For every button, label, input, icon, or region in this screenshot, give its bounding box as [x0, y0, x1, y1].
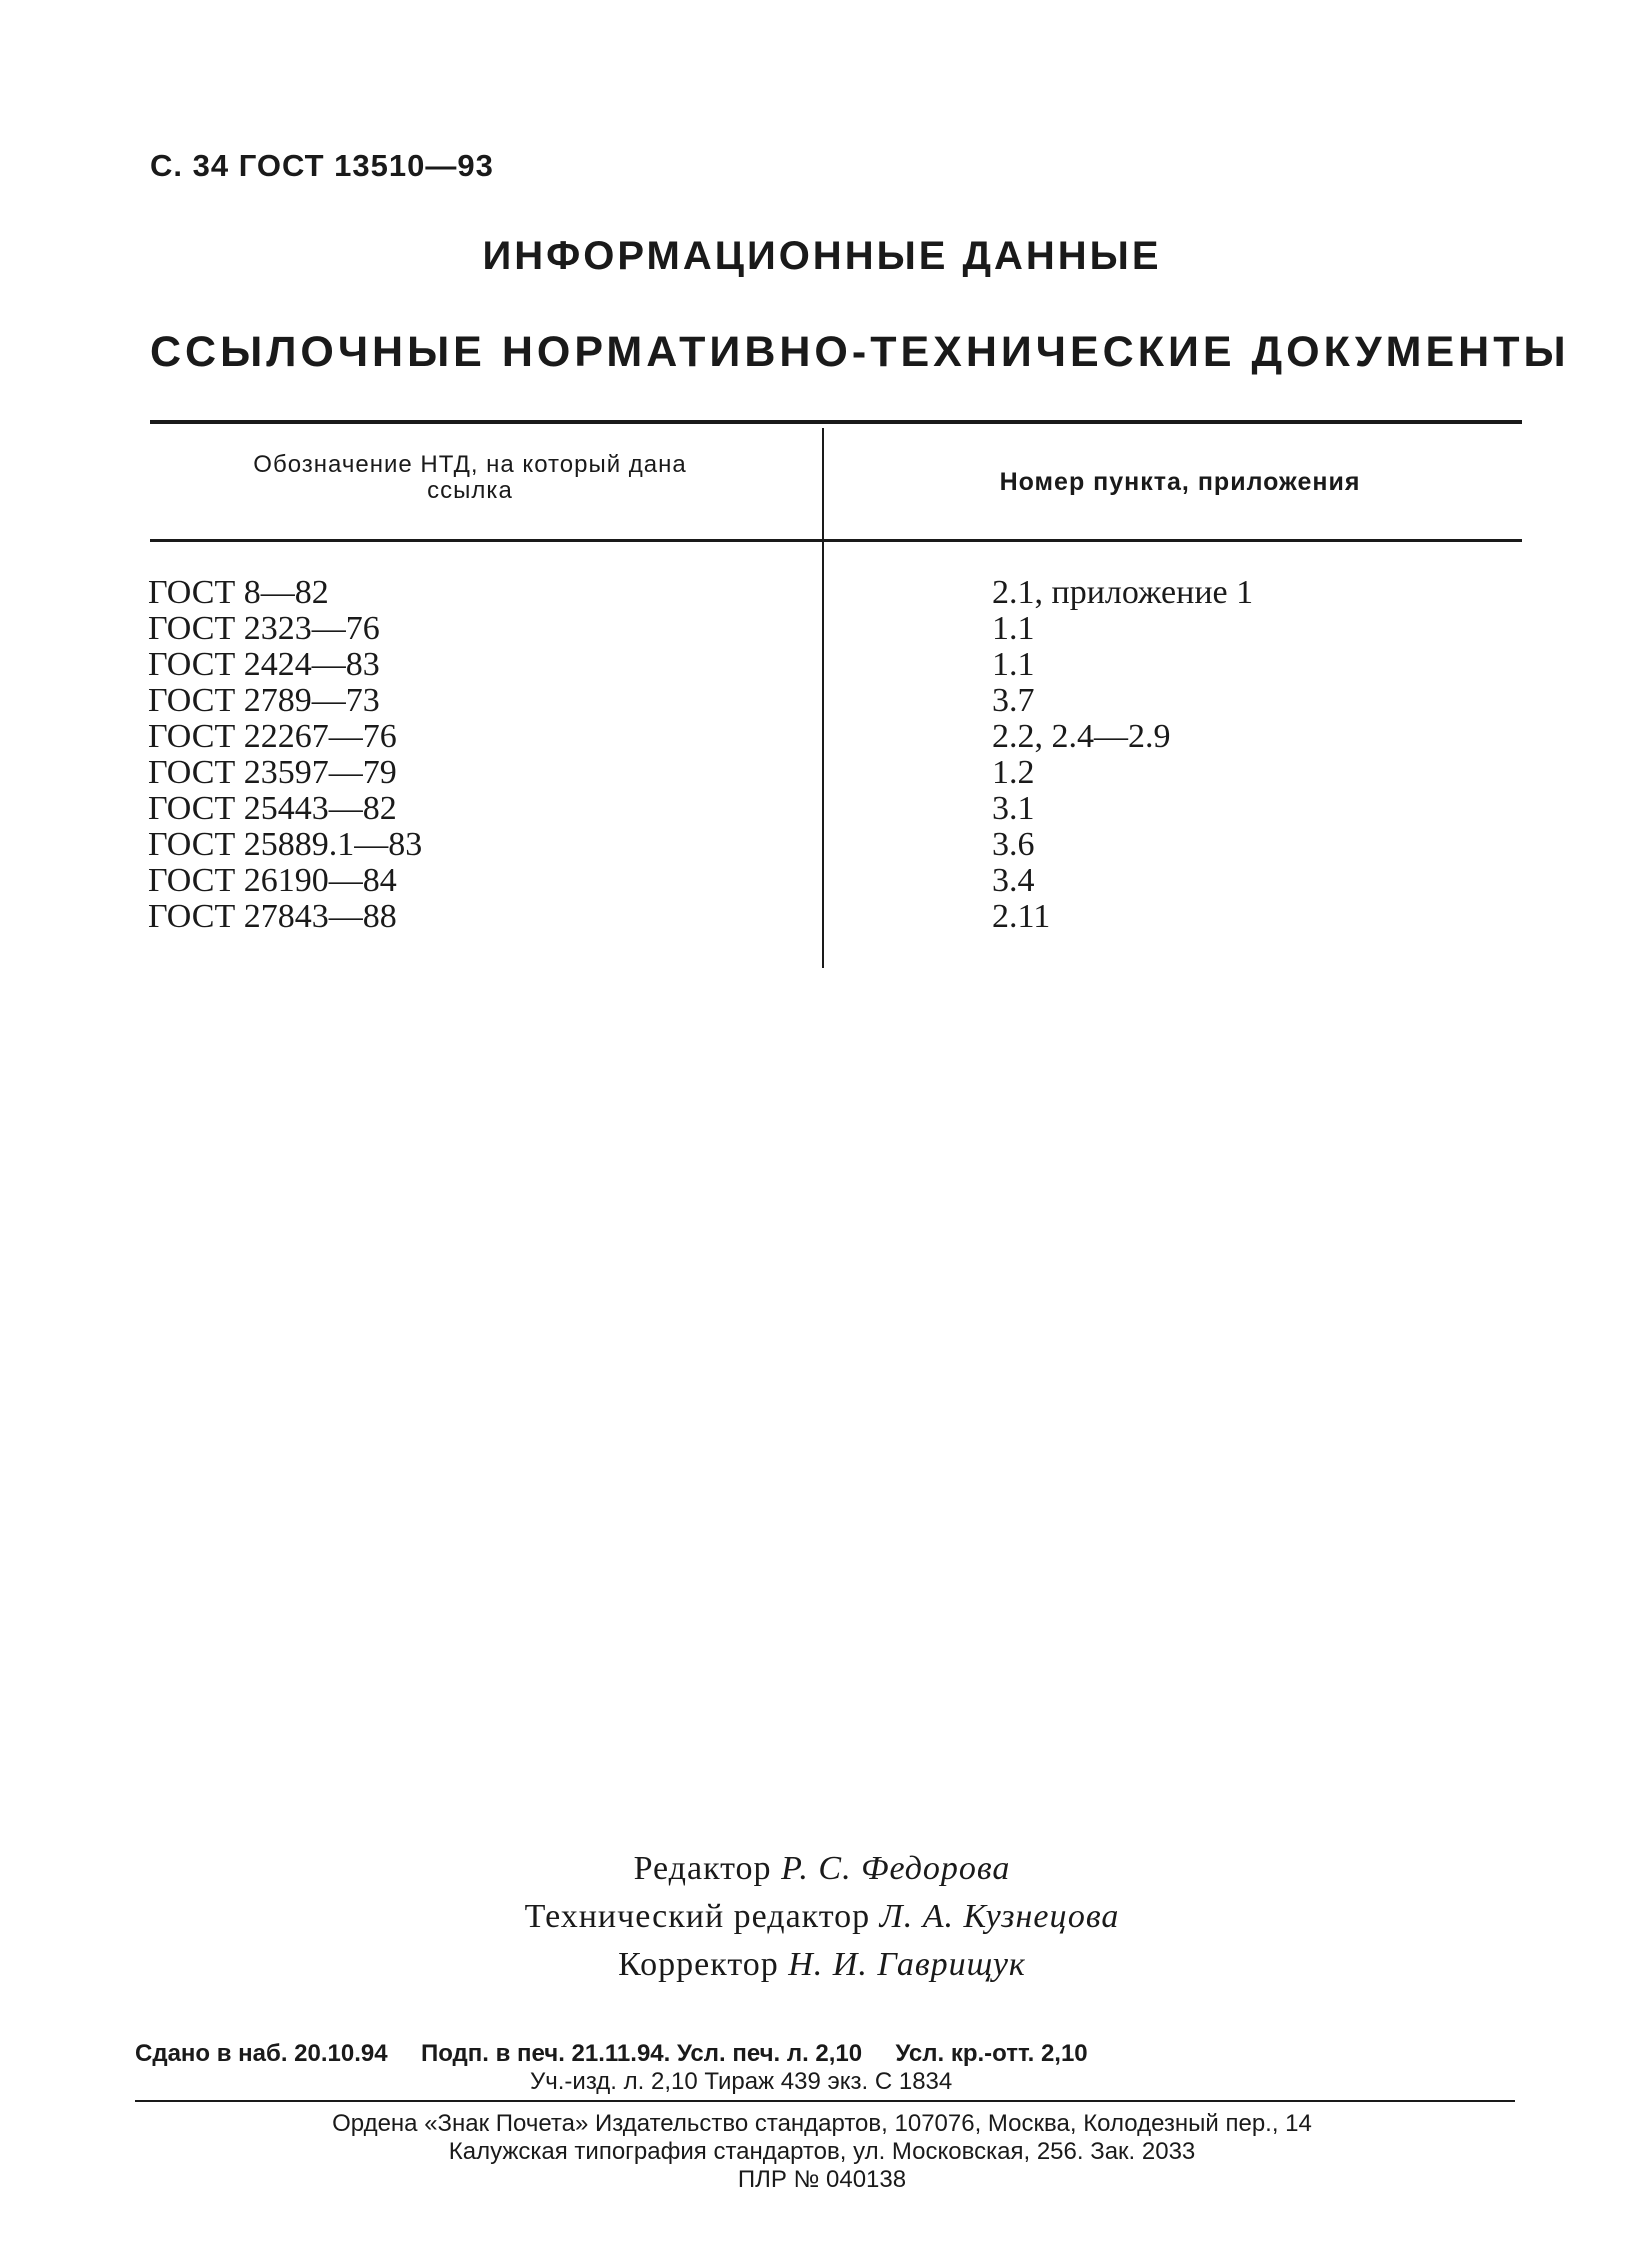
table-cell-doc: ГОСТ 8—82: [148, 574, 329, 611]
editor-label: Редактор: [633, 1850, 772, 1887]
table-cell-ref: 3.7: [992, 682, 1035, 719]
section-title: ИНФОРМАЦИОННЫЕ ДАННЫЕ: [482, 234, 1162, 278]
editor-line: [0, 1845, 1644, 1893]
page-header: С. 34 ГОСТ 13510—93: [150, 148, 494, 183]
table-cell-ref: 3.1: [992, 790, 1035, 827]
publisher-block: [0, 2110, 1644, 2194]
table-cell-doc: ГОСТ 2789—73: [148, 682, 380, 719]
tech-editor-label: Технический редактор: [524, 1898, 871, 1935]
table-header-rule: [150, 539, 1522, 542]
proofreader-name: Н. И. Гаврищук: [788, 1946, 1026, 1983]
table-cell-ref: 1.2: [992, 754, 1035, 791]
proofreader-label: Корректор: [618, 1946, 779, 1983]
publisher-line2: Калужская типография стандартов, ул. Московская, 256. Зак. 2033: [448, 2138, 1196, 2165]
imprint-rule: [135, 2100, 1515, 2102]
table-cell-ref: 1.1: [992, 646, 1035, 683]
column-header-document-line1: Обозначение НТД, на который дана: [253, 451, 687, 478]
table-cell-doc: ГОСТ 2424—83: [148, 646, 380, 683]
table-cell-ref: 1.1: [992, 610, 1035, 647]
column-header-document-line2: ссылка: [427, 477, 513, 504]
tech-editor-line: [0, 1893, 1644, 1941]
publisher-line3: ПЛР № 040138: [737, 2166, 907, 2193]
proofreader-line: [0, 1941, 1644, 1989]
table-cell-ref: 3.6: [992, 826, 1035, 863]
table-cell-ref: 2.1, приложение 1: [992, 574, 1254, 611]
table-cell-doc: ГОСТ 26190—84: [148, 862, 397, 899]
table-title: ССЫЛОЧНЫЕ НОРМАТИВНО-ТЕХНИЧЕСКИЕ ДОКУМЕНТЫ: [150, 328, 1570, 376]
table-cell-doc: ГОСТ 25889.1—83: [148, 826, 423, 863]
table-cell-doc: ГОСТ 23597—79: [148, 754, 397, 791]
imprint-line1: [135, 2040, 1515, 2068]
print-sheets: Усл. кр.-отт. 2,10: [895, 2040, 1088, 2067]
document-column: [148, 575, 422, 935]
tech-editor-name: Л. А. Кузнецова: [879, 1898, 1120, 1935]
editor-name: Р. С. Федорова: [781, 1850, 1011, 1887]
submitted-date: Сдано в наб. 20.10.94: [135, 2040, 388, 2067]
column-header-document: [170, 452, 770, 504]
column-header-clause: Номер пункта, приложения: [999, 468, 1361, 496]
table-cell-doc: ГОСТ 2323—76: [148, 610, 380, 647]
table-cell-ref: 3.4: [992, 862, 1035, 899]
table-cell-ref: 2.2, 2.4—2.9: [992, 718, 1171, 755]
table-column-divider: [822, 428, 824, 968]
table-cell-doc: ГОСТ 27843—88: [148, 898, 397, 935]
clause-column: [992, 575, 1253, 935]
table-cell-doc: ГОСТ 25443—82: [148, 790, 397, 827]
table-cell-ref: 2.11: [992, 898, 1051, 935]
imprint-block: [135, 2040, 1515, 2096]
table-cell-doc: ГОСТ 22267—76: [148, 718, 397, 755]
signed-date: Подп. в печ. 21.11.94. Усл. печ. л. 2,10: [420, 2040, 863, 2067]
credits-block: [0, 1845, 1644, 1989]
table-top-rule: [150, 420, 1522, 424]
imprint-line2: Уч.-изд. л. 2,10 Тираж 439 экз. С 1834: [530, 2068, 953, 2095]
publisher-line1: Ордена «Знак Почета» Издательство стандартов, 107076, Москва, Колодезный пер., 14: [332, 2110, 1312, 2137]
